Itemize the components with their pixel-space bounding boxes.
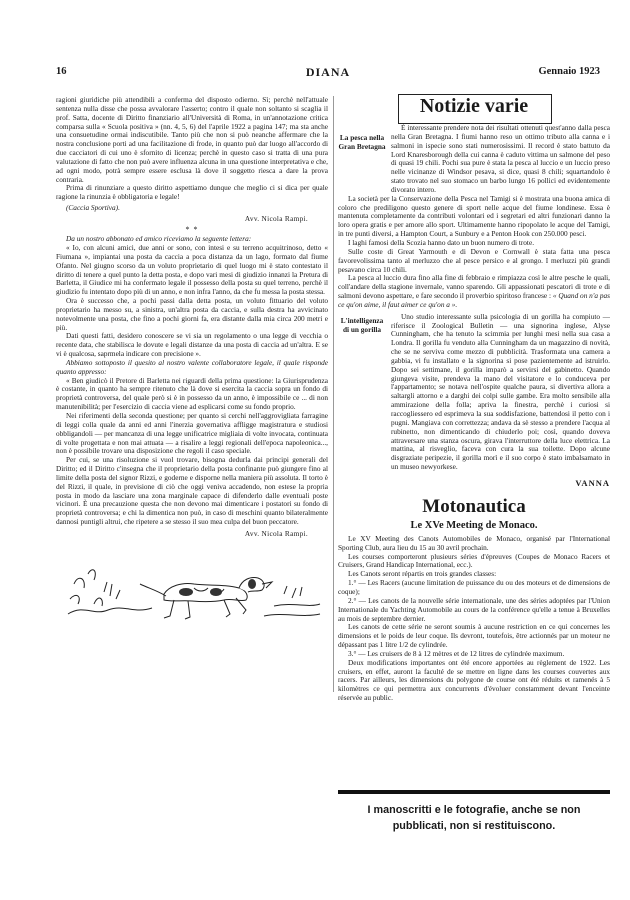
paragraph: Le XV Meeting des Canots Automobiles de Monaco, organisé par l'International Sporting Club, aura lieu du 15 au 30 avril prochain.	[338, 533, 610, 552]
side-heading: L'intelligenza di un gorilla	[340, 315, 384, 334]
paragraph: È interessante prendere nota dei risultati ottenuti quest'anno dalla pesca nella Gran Bretagna. I fiumi hanno reso un ottimo tributo alla canna e i salmoni in ispecie sono stati numerosissimi. Il record è stato battuto da Lord Knaresborough della cui canna è caduto vittima un salmone del peso di quasi 19 chili. Pochi sua pure è stata la pesca al luccio e un luccio preso nelle vicinanze di Windsor pesava, si dice, quasi 8 chili; squartandolo è stato trovato nel suo stomaco un barbo lungo 16 pollici ed evidentemente divorato intero.	[391, 123, 610, 194]
paragraph: Uno studio interessante sulla psicologia di un gorilla ha compiuto — riferisce il Zoological Bulletin — una signorina inglese, Alyse Cunningham, che ha tenuto la scimmia per lunghi mesi nella sua casa a Londra. Il gorilla fu venduto alla Cunningham da un magazzino di novità, che se ne serviva come mezzo di pubblicità. Trasformata una camera a gabbia, vi fu installato e la signorina si pose pazientemente ad istruirlo. Dopo sei settimane, il gorilla imparò a servirsi del gabinetto. Quando giungeva visite, prendeva la mano del visitatore e lo conduceva per l'appartamento; se notava nell'ospite qualche paura, si divertiva allora a saltargli attorno e a darghi dei colpi sulle gambe. Era molto sensibile alla ammirazione della folla; apriva la finestra, perchè i curiosi si raccogliessero ed esprimeva la sua soddisfazione, battendosi il petto con i pugni. Mangiava con correttezza; andava da sè stesso a prendere l'acqua al rubinetto, non dimenticando di chiuderlo poi; così, quando doveva attraversare una stanza oscura, girava l'interruttore della luce elettrica. La mattina, al risveglio, faceva con cura la sua toilette. Dopo alcune disgraziate peripezie, il gorilla morì e il suo corpo è stato imbalsamato in un museo newyorkese.	[391, 311, 610, 472]
paragraph: Sulle coste di Great Yarmouth e di Devon e Cornwall è stata fatta una pesca favorevolissima tanto al merluzzo che al pesce persico e al grongo. I merluzzi più grandi pesavano circa 10 chili.	[338, 246, 610, 274]
paragraph: 3.° — Les cruisers de 8 à 12 mètres et de 12 litres de cylindrée maximum.	[348, 648, 565, 658]
paragraph	[338, 274, 610, 309]
notice-line: pubblicati, non si restituiscono.	[392, 820, 556, 832]
author-signature: VANNA	[575, 477, 610, 488]
notice-rule	[338, 790, 610, 794]
issue-date: Gennaio 1923	[538, 66, 600, 77]
paragraph: I laghi famosi della Scozia hanno dato un buon numero di trote.	[348, 237, 535, 247]
paragraph: La società per la Conservazione della Pesca nel Tamigi si è mostrata una buona amica di coloro che prediligono questo genere di sport nelle acque del fiume londinese. Essa è mantenuta completamente da contributi volontari ed i segretari ed altri funzionari danno la loro opera gratis e per amore allo sport. Ultimamente hanno ripopolato le acque del Tamigi, in tre punti diversi, a Hampton Court, a Sunbury e a Penton Hook con 250.000 pesci.	[338, 193, 610, 239]
paragraph: ragioni giuridiche più attendibili a conferma del disposto odierno. Sì; perchè nell'attuale sentenza nulla disse che possa avvalorare l'asserto; contro il quale non soltanto si scaglia il prof. Satta, docente di Diritto finanziario all'Università di Roma, in un'annotazione critica comparsa sulla « Scuola positiva » (nn. 4, 5, 6) del l'aprile 1922 a pagina 147; ma sta anche una consuetudine ormai indiscutibile. Tanto più che non si può neanche affermare che la nostra conclusione porti ad una facilitazione di frode, in quanto può dar luogo all'accordo di due cacciatori di cui uno è sfornito di licenza; perchè in questo caso si tratta di una pura valutazione di fatto che non può avere influenza alcuna in una questione interpretativa e che, ad ogni modo, potrà sempre essere esclusa là dove il soggetto riesca a dare la prova contraria.	[56, 96, 328, 184]
side-heading: La pesca nella Gran Bretagna	[338, 133, 386, 151]
author-signature: Avv. Nicola Rampi.	[244, 528, 308, 538]
paragraph: Deux modifications importantes ont été encore apportées au règlement de 1922. Les cruisers, en effet, auront la faculté de se mettre en ligne dans les courses couvertes aux racers. Par ailleurs, les dimensions du polygone de course ont été réduits et ramenés à 5 kilomètres ce qui permettra aux concurrents d'évoluer constamment devant l'enceinte réservée au public.	[338, 657, 610, 703]
paragraph: Les courses comporteront plusieurs séries d'épreuves (Coupes de Monaco Racers et Cruisers, Grand Handicap International, ecc.).	[338, 551, 610, 570]
paragraph: 1.° — Les Racers (aucune limitation de puissance du ou des moteurs et de dimensions de coque);	[338, 578, 610, 596]
paragraph: 2.° — Les canots de la nouvelle série internationale, une des séries adoptées par l'Union Internationale du Yachting Automobile au cours de la conférence qu'elle a tenue à Bruxelles au mois de septembre dernier.	[338, 595, 610, 623]
article-source: (Caccia Sportiva).	[66, 203, 120, 213]
proverb-quote: « Quand on n'a pas ce qu'on aime, il faut aimer ce qu'on a ».	[338, 291, 610, 309]
title-frame	[398, 94, 552, 124]
fishing-news	[338, 124, 610, 195]
legal-article	[56, 96, 328, 202]
right-column	[338, 92, 610, 882]
section-subtitle: Le XVe Meeting de Monaco.	[410, 519, 538, 531]
paragraph: Dati questi fatti, desidero conoscere se vi sia un regolamento o una legge di vecchia o recente data, che stabilisca le dovute e legali distanze da una posta di caccia ad un'altra. E se vi è qualcosa, saprmela indicare con precisione ».	[56, 331, 328, 359]
paragraph: Ora è successo che, a pochi passi dalla detta posta, un voluto fittuario del voluto proprietario ha messo su, a sinistra, un'altra posta da caccia, e sulla destra ha avvicinato notevolmente una posta, che fino a pochi giorni fa, era distante dalla mia circa 200 metri e più.	[56, 296, 328, 332]
magazine-title: DIANA	[305, 65, 351, 79]
page-number: 16	[56, 66, 67, 77]
reader-letter	[56, 235, 328, 527]
column-divider	[333, 96, 334, 692]
page-header	[56, 66, 600, 82]
paragraph: Prima di rinunziare a questo diritto aspettiamo dunque che meglio ci si dica per quale ragione la rinunzia è obbligatoria e legale!	[56, 183, 328, 202]
paragraph: Nei riferimenti della seconda questione; per quanto si cerchi nell'aggrovigliata farragine di leggi colla quale da anni ed anni l'inerzia governativa affligge magistratura e studiosi obbligandoli — per mancanza di una legge unificatrice migliaia di volte invocata, continuata di volte progettata e non mai attuata — a risalire a leggi regionali dell'epoca napoleonica..., non è possibile trovare una disposizione che regoli il caso speciale.	[56, 411, 328, 456]
paragraph: « Io, con alcuni amici, due anni or sono, con intesi e su terreno acquitrinoso, detto « Fiumana », impiantai una posta da caccia a poca distanza da un lago, formato dal fiume Ofanto. Nel giugno scorso da un voluto proprietario di quel luogo mi è stato contestato il diritto di tenere a quel punto la detta posta, e dopo vari mesi di giudizio innanzi la Pretura di Barletta, il Giudice mi ha confermato legale il possesso della posta su quel terreno, perchè il giudizio fu intentato dopo più di un anno, e non infra l'anno, da che fu messa la posta stessa.	[56, 242, 328, 297]
gorilla-body	[391, 313, 610, 472]
motonautica-body	[338, 535, 610, 703]
notice-line: I manoscritti e le fotografie, anche se non	[367, 804, 581, 816]
letter-intro: Da un nostro abbonato ed amico riceviamo la seguente lettera:	[66, 234, 252, 244]
section-title: Notizie varie	[419, 95, 529, 117]
paragraph-text: La pesca al luccio dura fino alla fine di febbraio e rimpiazza così le altre pesche le quali, coll'andare della stagione invernale, vanno sparendo. Gli appassionati pescatori di trote e di salmoni devono aspettare, e fare secondo il proverbio spiritoso francese :	[338, 273, 610, 301]
paragraph: Les Canots seront répartis en trois grandes classes:	[348, 569, 497, 579]
notizie-title-box	[338, 94, 610, 118]
paragraph: « Ben giudicò il Pretore di Barletta nei riguardi della prima questione: la Giurisprudenza è costante, in quanto ha sempre ritenuto che là dove si esercita la caccia sopra un fondo di proprietà controversa, del quale però si è in possesso da un anno, è impossibile ce ... di non manutenibilità; per l'esercizio di caccia viene ad esplicarsi come su fondo proprio.	[56, 375, 328, 412]
section-title: Motonautica	[422, 495, 526, 517]
left-column	[56, 96, 328, 876]
notice-text	[338, 802, 610, 834]
paragraph: Per cui, se una risoluzione si vuol trovare, bisogna dedurla dai principi generali del Diritto; ed il Diritto c'insegna che il proprietario della posta confinante può giungere fino al limite della posta del signor Rizzi, e goderne e disporne nella maniera più assoluta. Il torto è del Rizzi, il quale, in previsione di ciò che oggi veniva accadendo, non estese la propria posta in modo da lasciare una zona marginale capace di difenderlo dalle eventuali poste vicinori. È una precauzione questa che non devono mai dimenticare i postatori su fondo di proprietà controversa; e chi la dimentica non può, in caso di meschini quanto bilateralmente dannosi puntigli altrui, che ripetere a se stesso il suo mea culpa del buon peccatore.	[56, 455, 328, 527]
editorial-notice	[338, 790, 610, 834]
section-separator: * *	[185, 225, 199, 235]
author-signature: Avv. Nicola Rampi.	[244, 214, 308, 224]
paragraph: Les canots de cette série ne seront soumis à aucune restriction en ce qui concernes les dimensions et le poids de leur coque. Ils devront, toutefois, être actionnés par un moteur ne dépassant pas 1 litre 1/2 de cylindrée.	[338, 622, 610, 650]
fishing-body	[338, 195, 610, 310]
gorilla-news	[338, 313, 610, 472]
hunting-dog-illustration	[64, 544, 324, 634]
answer-intro: Abbiamo sottoposto il quesito al nostro valente collaboratore legale, il quale risponde quanto appresso:	[56, 357, 328, 376]
fishing-intro	[391, 124, 610, 195]
